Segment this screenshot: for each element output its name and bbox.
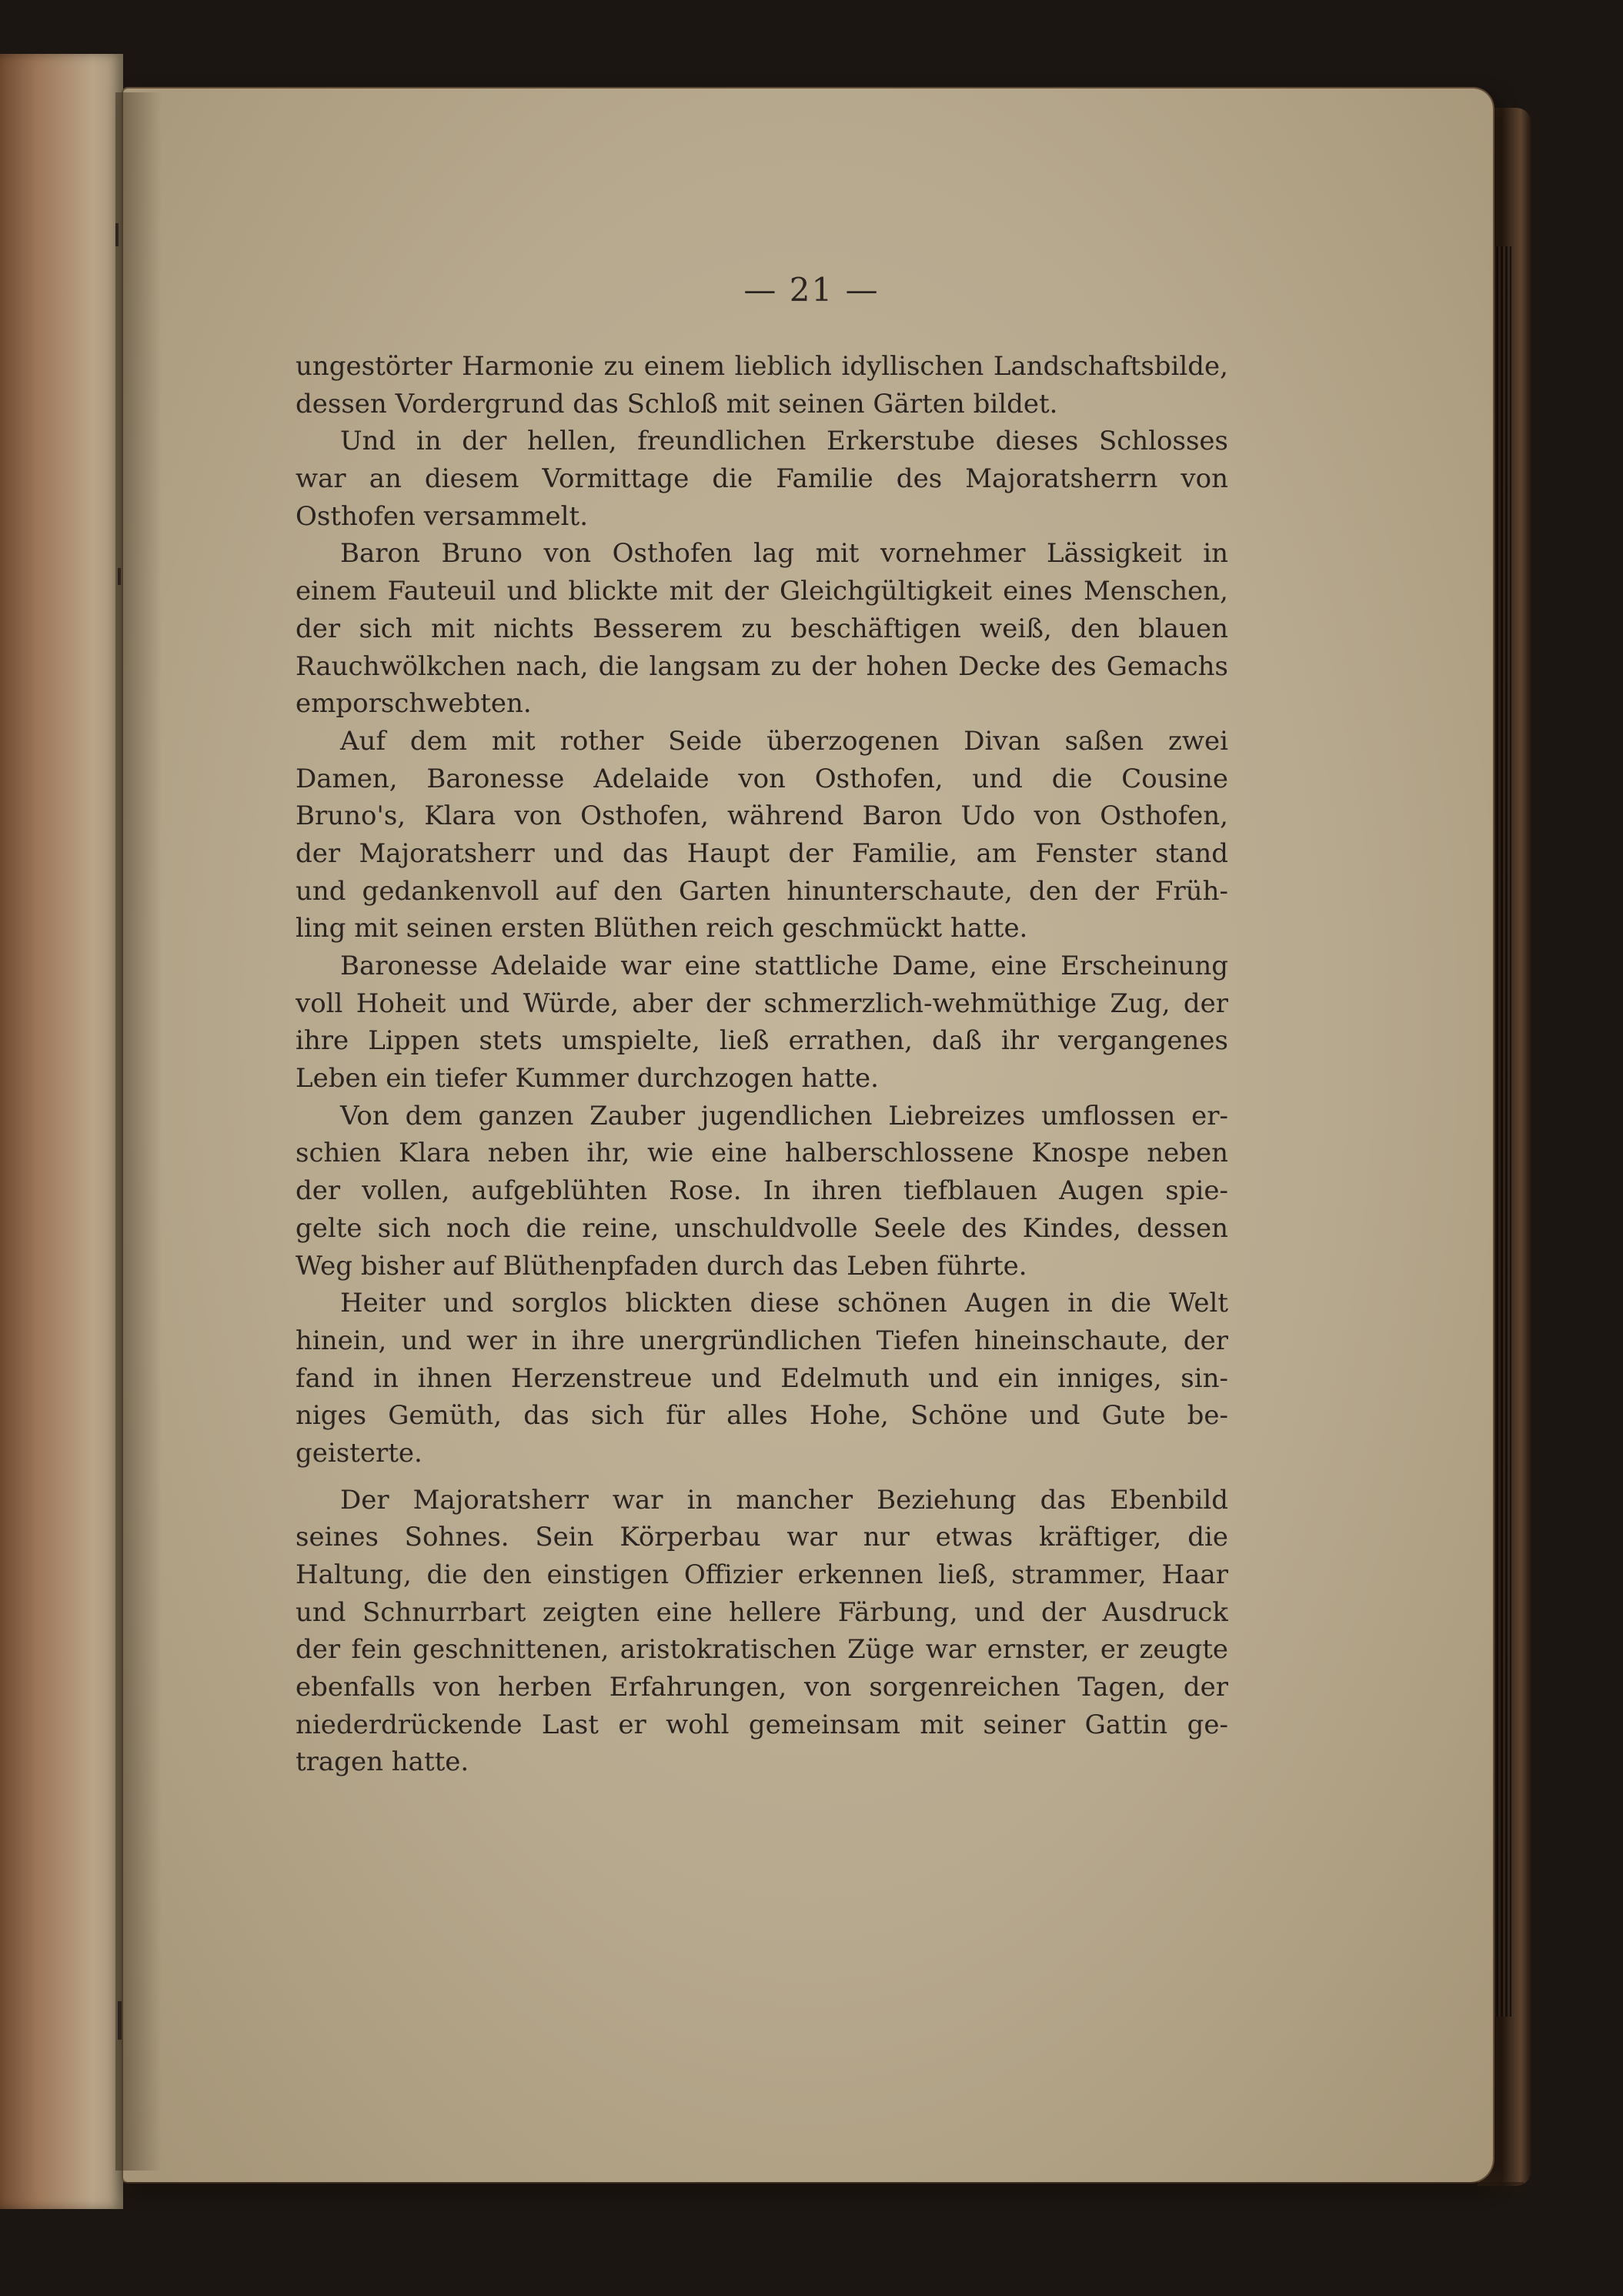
text-line: gelte sich noch die reine, unschuldvolle Seele des Kindes, dessen (296, 1212, 1228, 1244)
text-line: der Majoratsherr und das Haupt der Familie, am Fenster stand (296, 837, 1228, 869)
text-line: Osthofen versammelt. (296, 500, 589, 532)
text-line: ungestörter Harmonie zu einem lieblich idyllischen Landschaftsbilde, (296, 351, 1228, 382)
text-line: fand in ihnen Herzenstreue und Edelmuth und ein inniges, sin- (296, 1362, 1228, 1394)
gutter-mark (115, 223, 119, 246)
gutter-mark (118, 2001, 122, 2040)
text-line: niederdrückende Last er wohl gemeinsam mit seiner Gattin ge- (296, 1709, 1228, 1740)
left-page-edge (0, 54, 123, 2209)
page-stack-lines (1491, 246, 1511, 2017)
text-line: Baronesse Adelaide war eine stattliche Dame, eine Erscheinung (340, 951, 1228, 981)
text-line: niges Gemüth, das sich für alles Hohe, Schöne und Gute be- (296, 1400, 1228, 1432)
text-line: und Schnurrbart zeigten eine hellere Färbung, und der Ausdruck (296, 1596, 1228, 1628)
text-line: ling mit seinen ersten Blüthen reich geschmückt hatte. (296, 913, 1028, 944)
spine-shadow (115, 92, 162, 2171)
text-line: dessen Vordergrund das Schloß mit seinen Gärten bildet. (296, 388, 1058, 419)
text-line: seines Sohnes. Sein Körperbau war nur etwas kräftiger, die (296, 1522, 1228, 1553)
text-line: und gedankenvoll auf den Garten hinunterschaute, den der Früh- (296, 875, 1228, 907)
text-line: Weg bisher auf Blüthenpfaden durch das Leben führte. (296, 1250, 1027, 1282)
text-line: der vollen, aufgeblühten Rose. In ihren tiefblauen Augen spie- (296, 1175, 1228, 1207)
text-line: der fein geschnittenen, aristokratischen Züge war ernster, er zeugte (296, 1634, 1228, 1666)
text-line: Damen, Baronesse Adelaide von Osthofen, und die Cousine (296, 763, 1228, 794)
text-line: war an diesem Vormittage die Familie des Majoratsherrn von (296, 463, 1228, 495)
text-line: voll Hoheit und Würde, aber der schmerzlich-wehmüthige Zug, der (296, 988, 1228, 1019)
text-line: Leben ein tiefer Kummer durchzogen hatte. (296, 1063, 879, 1095)
text-line: Und in der hellen, freundlichen Erkerstube dieses Schlosses (340, 426, 1228, 457)
text-line: tragen hatte. (296, 1746, 469, 1778)
text-line: Heiter und sorglos blickten diese schönen Augen in die Welt (340, 1288, 1228, 1319)
gutter-mark (118, 568, 121, 585)
text-line: der sich mit nichts Besserem zu beschäftigen weiß, den blauen (296, 613, 1228, 644)
text-line: ihre Lippen stets umspielte, ließ errathen, daß ihr vergangenes (296, 1025, 1228, 1057)
page-number: — 21 — (743, 271, 880, 309)
text-line: Haltung, die den einstigen Offizier erkennen ließ, strammer, Haar (296, 1559, 1228, 1590)
text-line: emporschwebten. (296, 688, 532, 720)
text-line: Auf dem mit rother Seide überzogenen Divan saßen zwei (340, 725, 1228, 757)
body-text (296, 348, 1228, 1781)
text-line: Rauchwölkchen nach, die langsam zu der hohen Decke des Gemachs (296, 650, 1228, 682)
page-bottom-shadow (123, 2182, 1524, 2205)
text-line: Von dem ganzen Zauber jugendlichen Liebreizes umflossen er- (340, 1100, 1228, 1131)
text-line: ebenfalls von herben Erfahrungen, von sorgenreichen Tagen, der (296, 1672, 1228, 1703)
text-line: hinein, und wer in ihre unergründlichen Tiefen hineinschaute, der (296, 1325, 1228, 1356)
text-line: schien Klara neben ihr, wie eine halberschlossene Knospe neben (296, 1138, 1228, 1169)
text-line: geisterte. (296, 1437, 422, 1469)
text-line: einem Fauteuil und blickte mit der Gleichgültigkeit eines Menschen, (296, 576, 1228, 607)
text-line: Bruno's, Klara von Osthofen, während Baron Udo von Osthofen, (296, 800, 1228, 832)
paragraph-gap (296, 1472, 1228, 1482)
text-line: Der Majoratsherr war in mancher Beziehung das Ebenbild (340, 1484, 1228, 1516)
text-line: Baron Bruno von Osthofen lag mit vornehmer Lässigkeit in (340, 538, 1228, 570)
